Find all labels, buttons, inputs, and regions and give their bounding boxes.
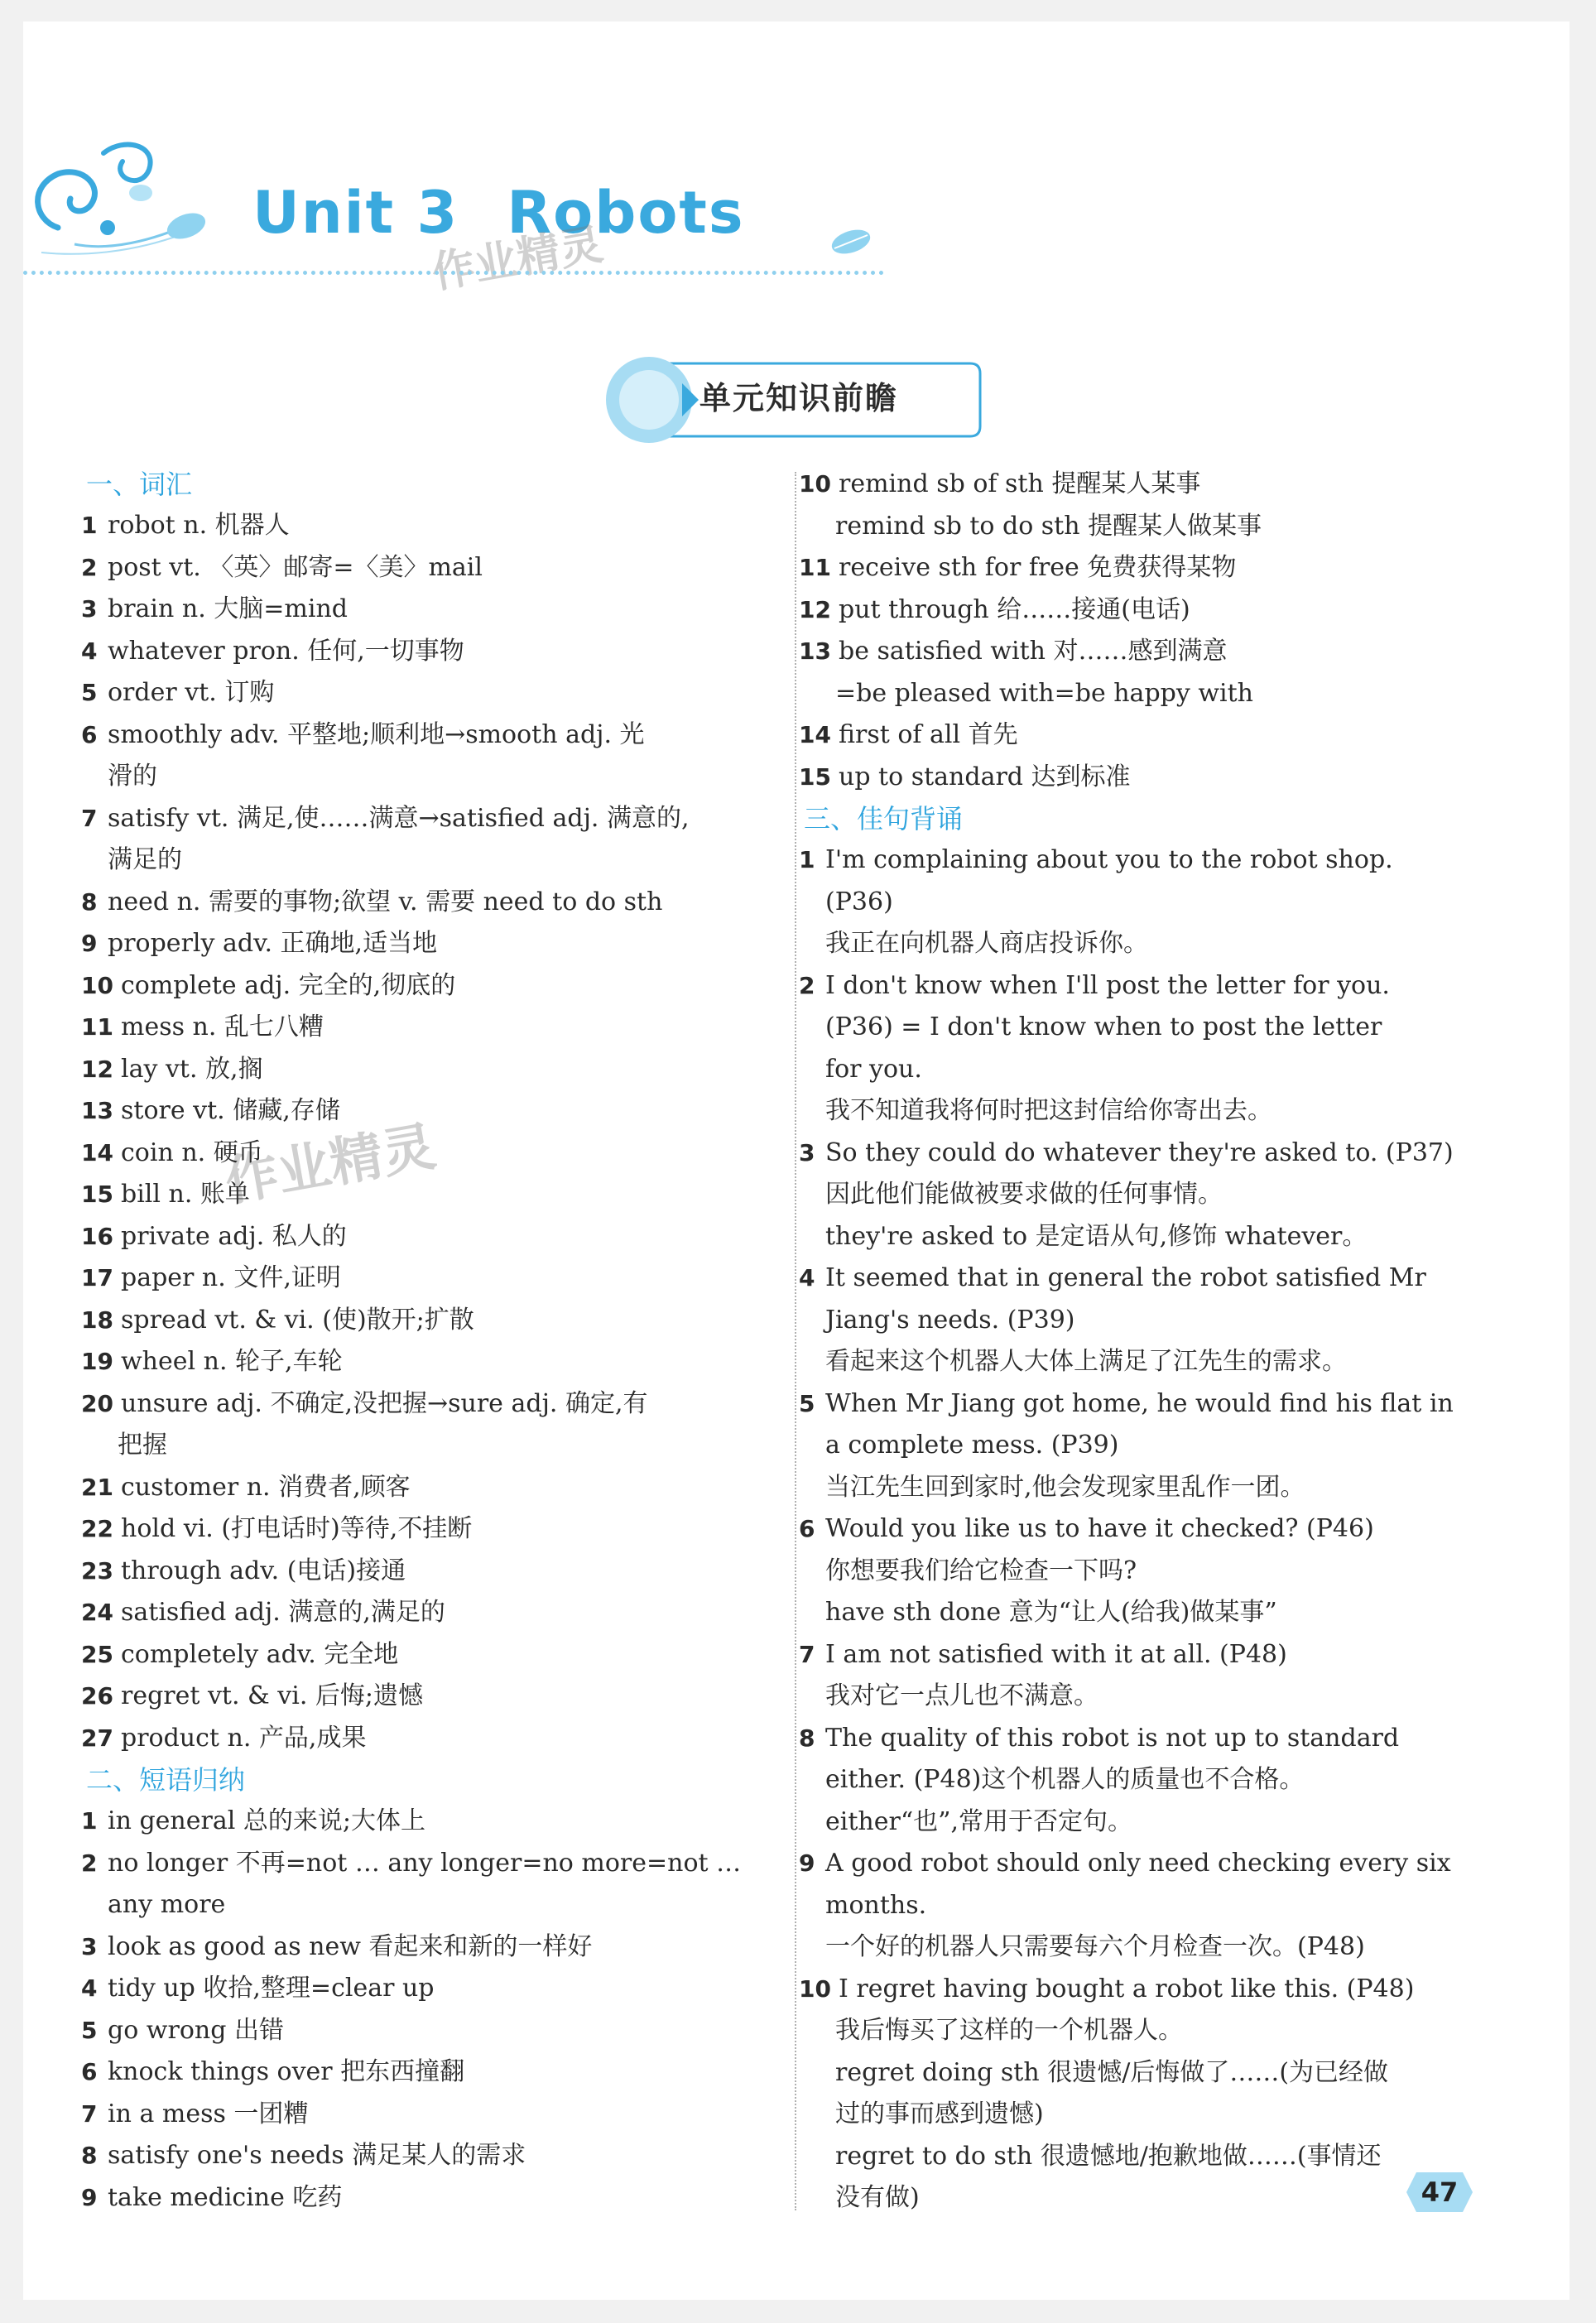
sentence-text: I regret having bought a robot like this. (P48) — [839, 1974, 1415, 2003]
item-text: put through 给……接通(电话) — [839, 594, 1190, 624]
sentence-item — [799, 965, 1479, 1008]
item-number: 4 — [81, 1974, 98, 2002]
vocab-item — [81, 1508, 768, 1551]
item-text-continued: 满足的 — [108, 845, 182, 874]
sentence-line: 当江先生回到家时,他会发现家里乱作一团。 — [825, 1472, 1305, 1502]
sentence-text: So they could do whatever they're asked to. (P37) — [825, 1137, 1454, 1167]
item-number: 6 — [799, 1515, 815, 1542]
vocab-item — [81, 923, 768, 965]
item-number: 10 — [799, 1974, 831, 2003]
phrase-item — [81, 2094, 768, 2136]
item-number: 27 — [81, 1724, 113, 1752]
sentence-text: It seemed that in general the robot satisfied Mr — [825, 1263, 1426, 1292]
sentence-line: 我后悔买了这样的一个机器人。 — [835, 2016, 1183, 2045]
sentence-line: a complete mess. (P39) — [825, 1431, 1119, 1460]
item-number: 25 — [81, 1640, 113, 1668]
item-text: post vt. 〈英〉邮寄=〈美〉mail — [108, 552, 483, 582]
vocab-item — [81, 1133, 768, 1175]
item-number: 12 — [799, 595, 831, 623]
column-divider — [795, 472, 796, 2210]
sentence-line: have sth done 意为“让人(给我)做某事” — [825, 1598, 1277, 1627]
item-text: completely adv. 完全地 — [121, 1639, 399, 1669]
phrase-item — [799, 547, 1479, 589]
item-number: 3 — [799, 1138, 815, 1166]
item-number: 19 — [81, 1348, 113, 1375]
vocab-item — [81, 1634, 768, 1676]
item-text: in general 总的来说;大体上 — [108, 1806, 425, 1835]
swirl-logo-icon — [25, 128, 215, 261]
item-text: remind sb of sth 提醒某人某事 — [839, 469, 1201, 498]
phrase-item — [81, 2010, 768, 2052]
item-text: wheel n. 轮子,车轮 — [121, 1347, 343, 1376]
item-number: 23 — [81, 1556, 113, 1585]
sentence-item — [799, 839, 1479, 882]
phrase-item — [799, 464, 1479, 506]
phrase-item — [81, 2051, 768, 2094]
item-text: customer n. 消费者,顾客 — [121, 1472, 411, 1502]
item-text: receive sth for free 免费获得某物 — [839, 553, 1237, 582]
item-text: take medicine 吃药 — [108, 2182, 343, 2212]
item-number: 13 — [799, 637, 831, 665]
phrase-item — [799, 714, 1479, 757]
item-number: 9 — [81, 2183, 98, 2211]
sentence-line: regret doing sth 很遗憾/后悔做了……(为已经做 — [835, 2057, 1389, 2087]
item-number: 15 — [799, 762, 831, 791]
item-text: through adv. (电话)接通 — [121, 1556, 406, 1585]
item-text: satisfy vt. 满足,使……满意→satisfied adj. 满意的, — [108, 803, 690, 833]
item-number: 4 — [81, 637, 98, 665]
item-text: look as good as new 看起来和新的一样好 — [108, 1931, 593, 1961]
phrase-item — [799, 757, 1479, 799]
phrase-item — [81, 2177, 768, 2220]
item-number: 11 — [799, 554, 831, 581]
sentence-text: Would you like us to have it checked? (P46) — [825, 1514, 1374, 1543]
sentence-line: 一个好的机器人只需要每六个月检查一次。(P48) — [825, 1932, 1365, 1961]
item-number: 12 — [81, 1055, 113, 1083]
item-text: private adj. 私人的 — [121, 1221, 347, 1251]
item-number: 6 — [81, 720, 98, 748]
item-text: order vt. 订购 — [108, 678, 275, 707]
item-text: first of all 首先 — [839, 720, 1018, 749]
item-number: 16 — [81, 1222, 113, 1250]
item-number: 18 — [81, 1306, 113, 1334]
sentence-item — [799, 1508, 1479, 1551]
phrase-item — [81, 1801, 768, 1843]
sentence-item — [799, 1969, 1479, 2011]
item-number: 1 — [81, 1807, 98, 1835]
item-text-continued: =be pleased with=be happy with — [835, 678, 1253, 708]
item-text: mess n. 乱七八糟 — [121, 1012, 324, 1041]
item-text: complete adj. 完全的,彻底的 — [121, 970, 456, 1000]
vocab-item — [81, 589, 768, 631]
item-text: product n. 产品,成果 — [121, 1723, 367, 1753]
sentence-item — [799, 1133, 1479, 1175]
vocab-item — [81, 1551, 768, 1593]
unit-name: Robots — [507, 179, 745, 247]
vocab-item — [81, 1090, 768, 1133]
vocab-item — [81, 1216, 768, 1258]
item-number: 11 — [81, 1013, 113, 1041]
phrase-item — [81, 1843, 768, 1885]
sentence-line: 看起来这个机器人大体上满足了江先生的需求。 — [825, 1347, 1347, 1376]
vocab-item — [81, 1049, 768, 1091]
item-text: whatever pron. 任何,一切事物 — [108, 636, 464, 666]
sentence-text: A good robot should only need checking every six — [825, 1849, 1451, 1878]
sentence-line: regret to do sth 很遗憾地/抱歉地做……(事情还 — [835, 2141, 1382, 2171]
sentence-item — [799, 1258, 1479, 1300]
item-text-continued: any more — [108, 1890, 226, 1919]
sentence-line: 你想要我们给它检查一下吗? — [825, 1556, 1137, 1585]
vocab-item — [81, 965, 768, 1008]
vocab-item — [81, 547, 768, 589]
item-text-continued: remind sb to do sth 提醒某人做某事 — [835, 511, 1262, 541]
item-number: 7 — [81, 804, 98, 832]
item-number: 22 — [81, 1515, 113, 1542]
vocab-item — [81, 1174, 768, 1216]
item-number: 7 — [81, 2099, 98, 2128]
item-text: in a mess 一团糟 — [108, 2099, 309, 2128]
sentence-list — [799, 839, 1479, 2220]
item-number: 1 — [799, 846, 815, 873]
section-badge-title: 单元知识前瞻 — [699, 380, 899, 416]
item-number: 9 — [799, 1849, 815, 1877]
sentence-item — [799, 1634, 1479, 1676]
item-text-continued: 滑的 — [108, 762, 157, 791]
watermark: 作业精灵 — [220, 1116, 440, 1214]
item-number: 24 — [81, 1599, 113, 1626]
right-column — [799, 464, 1479, 2220]
sentence-text: The quality of this robot is not up to standard — [825, 1723, 1400, 1753]
vocab-section-title: 一、词汇 — [86, 469, 193, 500]
item-text: go wrong 出错 — [108, 2015, 284, 2045]
vocab-item — [81, 798, 768, 840]
item-text: robot n. 机器人 — [108, 511, 290, 540]
item-number: 15 — [81, 1181, 113, 1208]
item-number: 5 — [81, 2016, 98, 2044]
sentence-line: they're asked to 是定语从句,修饰 whatever。 — [825, 1221, 1368, 1251]
sentence-line: (P36) = I don't know when to post the letter — [825, 1012, 1382, 1041]
vocab-item — [81, 714, 768, 757]
item-text: knock things over 把东西撞翻 — [108, 2057, 465, 2086]
item-text: smoothly adv. 平整地;顺利地→smooth adj. 光 — [108, 719, 645, 749]
item-text: hold vi. (打电话时)等待,不挂断 — [121, 1514, 473, 1543]
sentence-line: for you. — [825, 1054, 922, 1084]
item-text: no longer 不再=not … any longer=no more=not … — [108, 1848, 742, 1878]
sentence-line: 因此他们能做被要求做的任何事情。 — [825, 1180, 1223, 1209]
item-text: unsure adj. 不确定,没把握→sure adj. 确定,有 — [121, 1388, 648, 1418]
leaf-icon — [828, 225, 874, 258]
vocab-item — [81, 1383, 768, 1426]
item-number: 4 — [799, 1264, 815, 1291]
item-number: 5 — [799, 1389, 815, 1417]
item-number: 3 — [81, 1932, 98, 1960]
sentence-line: Jiang's needs. (P39) — [825, 1305, 1075, 1335]
vocab-item — [81, 1592, 768, 1634]
item-text: regret vt. & vi. 后悔;遗憾 — [121, 1681, 424, 1710]
item-text: satisfied adj. 满意的,满足的 — [121, 1598, 445, 1627]
item-number: 8 — [81, 887, 98, 916]
sentence-item — [799, 1843, 1479, 1885]
item-number: 26 — [81, 1682, 113, 1710]
phrase-item — [81, 1968, 768, 2010]
vocab-list — [81, 505, 768, 1759]
sentence-text: I don't know when I'll post the letter for you. — [825, 970, 1390, 1000]
item-number: 8 — [81, 2142, 98, 2169]
sentences-section-title: 三、佳句背诵 — [804, 803, 964, 834]
vocab-item — [81, 631, 768, 673]
item-number: 3 — [81, 595, 98, 623]
vocab-item — [81, 1007, 768, 1049]
sentence-line: months. — [825, 1890, 927, 1920]
sentence-item — [799, 1383, 1479, 1426]
item-number: 14 — [81, 1138, 113, 1166]
item-text: tidy up 收拾,整理=clear up — [108, 1974, 435, 2003]
left-column — [81, 464, 768, 2219]
item-text-continued: 把握 — [118, 1431, 167, 1460]
vocab-item — [81, 1718, 768, 1760]
vocab-item — [81, 1341, 768, 1383]
item-number: 17 — [81, 1264, 113, 1291]
item-text: be satisfied with 对……感到满意 — [839, 637, 1228, 666]
item-number: 21 — [81, 1473, 113, 1501]
vocab-item — [81, 505, 768, 547]
item-number: 8 — [799, 1724, 815, 1752]
item-text: coin n. 硬币 — [121, 1137, 263, 1167]
sentence-item — [799, 1718, 1479, 1760]
sentence-line: either. (P48)这个机器人的质量也不合格。 — [825, 1765, 1305, 1794]
phrase-item — [799, 631, 1479, 673]
item-text: need n. 需要的事物;欲望 v. 需要 need to do sth — [108, 887, 663, 916]
phrase-item — [81, 1926, 768, 1969]
item-number: 14 — [799, 721, 831, 748]
vocab-item — [81, 1676, 768, 1718]
item-number: 5 — [81, 679, 98, 706]
item-text: satisfy one's needs 满足某人的需求 — [108, 2141, 526, 2170]
phrase-list-continued — [799, 464, 1479, 798]
item-number: 2 — [81, 1849, 98, 1877]
phrase-list — [81, 1801, 768, 2219]
item-number: 6 — [81, 2058, 98, 2085]
vocab-item — [81, 1467, 768, 1509]
phrase-item — [81, 2135, 768, 2177]
item-text: properly adv. 正确地,适当地 — [108, 929, 438, 958]
item-text: up to standard 达到标准 — [839, 762, 1131, 791]
sentence-line: either“也”,常用于否定句。 — [825, 1806, 1133, 1836]
sentence-line: 过的事而感到遗憾) — [835, 2099, 1044, 2128]
vocab-item — [81, 1258, 768, 1300]
vocab-item — [81, 882, 768, 924]
item-text: store vt. 储藏,存储 — [121, 1096, 340, 1125]
sentence-text: I'm complaining about you to the robot shop. — [825, 845, 1393, 874]
vocab-item — [81, 1300, 768, 1342]
item-number: 9 — [81, 930, 98, 957]
sentence-line: (P36) — [825, 887, 893, 916]
unit-label: Unit 3 — [252, 179, 459, 247]
item-text: spread vt. & vi. (使)散开;扩散 — [121, 1305, 474, 1335]
sentence-line: 我不知道我将何时把这封信给你寄出去。 — [825, 1096, 1272, 1125]
item-number: 2 — [799, 971, 815, 999]
item-number: 13 — [81, 1097, 113, 1124]
sentence-text: When Mr Jiang got home, he would find his flat in — [825, 1388, 1454, 1418]
phrases-section-title: 二、短语归纳 — [86, 1764, 246, 1796]
item-number: 7 — [799, 1640, 815, 1668]
sentence-text: I am not satisfied with it at all. (P48) — [825, 1639, 1287, 1669]
vocab-item — [81, 672, 768, 714]
item-text: bill n. 账单 — [121, 1180, 250, 1209]
item-number: 10 — [81, 971, 113, 999]
item-text: paper n. 文件,证明 — [121, 1263, 341, 1292]
item-number: 2 — [81, 553, 98, 581]
item-number: 10 — [799, 470, 831, 498]
header-divider — [23, 271, 884, 275]
item-text: brain n. 大脑=mind — [108, 594, 348, 623]
item-text: lay vt. 放,搁 — [121, 1054, 263, 1084]
sentence-line: 没有做) — [835, 2183, 920, 2212]
watermark: 作业精灵 — [428, 219, 607, 299]
item-number: 1 — [81, 512, 98, 539]
phrase-item — [799, 589, 1479, 632]
sentence-line: 我对它一点儿也不满意。 — [825, 1681, 1098, 1710]
page-number: 47 — [1421, 2176, 1459, 2208]
sentence-line: 我正在向机器人商店投诉你。 — [825, 929, 1148, 958]
item-number: 20 — [81, 1389, 113, 1417]
